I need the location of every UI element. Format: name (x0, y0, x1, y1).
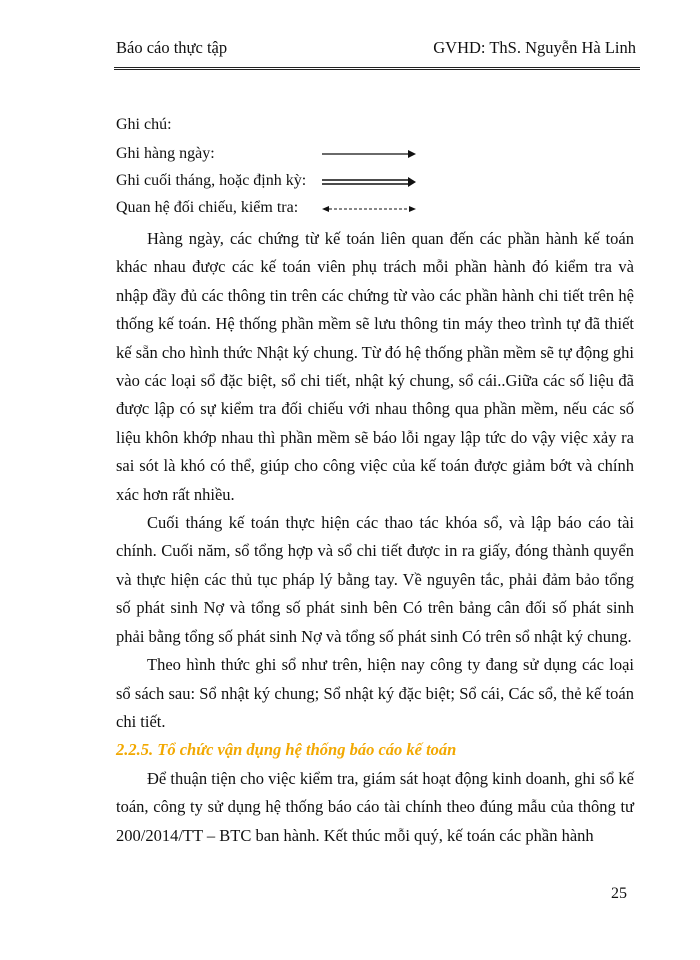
paragraph-daily-process: Hàng ngày, các chứng từ kế toán liên quan đến các phần hành kế toán khác nhau được các kế toán viên phụ trách mỗi phần hành đó kiểm tra và nhập đầy đủ các thông tin trên các chứng từ vào các phần hành chi tiết trên hệ thống kế toán. Hệ thống phần mềm sẽ lưu thông tin máy theo trình tự đã thiết kế sẵn cho hình thức Nhật ký chung. Từ đó hệ thống phần mềm sẽ tự động ghi vào các loại sổ đặc biệt, sổ chi tiết, nhật ký chung, sổ cái..Giữa các số liệu đã được lập có sự kiểm tra đối chiếu với nhau thông qua phần mềm, nếu các số liệu khôn khớp nhau thì phần mềm sẽ báo lỗi ngay lập tức do vậy việc xảy ra sai sót là khó có thể, giúp cho công việc của kế toán được giảm bớt và chính xác hơn rất nhiều. (116, 229, 634, 504)
daily-arrow-icon (322, 148, 416, 160)
report-title: Báo cáo thực tập (116, 38, 228, 57)
supervisor-name: GVHD: ThS. Nguyễn Hà Linh (433, 38, 636, 57)
paragraph-month-end: Cuối tháng kế toán thực hiện các thao tác khóa sổ, và lập báo cáo tài chính. Cuối năm, sổ tổng hợp và sổ chi tiết được in ra giấy, đóng thành quyển và thực hiện các thủ tục pháp lý bằng tay. Về nguyên tắc, phải đảm bảo tổng số phát sinh Nợ và tổng số phát sinh bên Có trên bảng cân đối số phát sinh phải bằng tổng số phát sinh Nợ và tổng số phát sinh Có trên sổ nhật ký chung. (116, 513, 634, 646)
paragraph-reporting-system: Để thuận tiện cho việc kiểm tra, giám sát hoạt động kinh doanh, ghi sổ kế toán, công ty sử dụng hệ thống báo cáo tài chính theo đúng mẫu của thông tư 200/2014/TT – BTC ban hành. Kết thúc mỗi quý, kế toán các phần hành (116, 768, 634, 845)
page-number: 25 (611, 885, 627, 902)
legend-daily-label: Ghi hàng ngày: (116, 145, 215, 162)
legend-title: Ghi chú: (116, 116, 172, 133)
legend-periodic-label: Ghi cuối tháng, hoặc định kỳ: (116, 172, 307, 189)
document-body (116, 225, 634, 850)
section-heading: 2.2.5. Tổ chức vận dụng hệ thống báo cáo kế toán (116, 740, 457, 760)
legend-reconcile-label: Quan hệ đối chiếu, kiểm tra: (116, 199, 299, 216)
periodic-double-arrow-icon (322, 176, 416, 188)
paragraph-books-used: Theo hình thức ghi sổ như trên, hiện nay công ty đang sử dụng các loại sổ sách sau: Sổ nhật ký chung; Sổ nhật ký đặc biệt; Sổ cái, Các sổ, thẻ kế toán chi tiết. (116, 655, 634, 731)
header-divider (114, 67, 640, 70)
reconcile-dashed-arrow-icon (322, 203, 416, 215)
